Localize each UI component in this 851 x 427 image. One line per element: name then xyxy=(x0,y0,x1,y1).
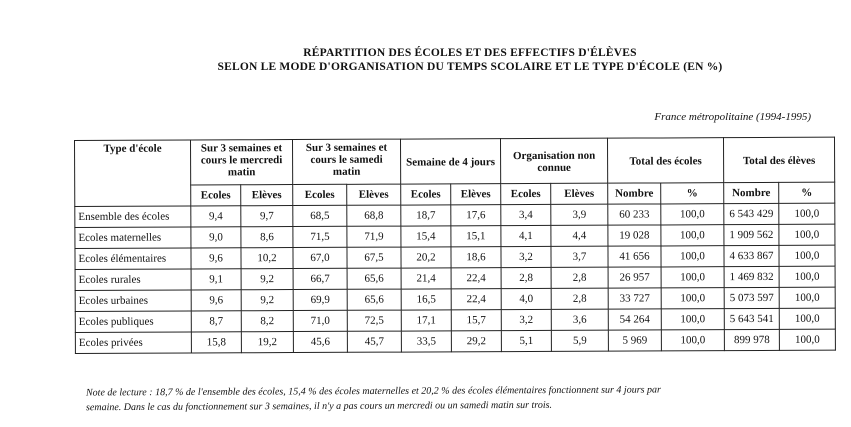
table-cell: 100,0 xyxy=(779,224,835,245)
table-cell: 9,6 xyxy=(191,290,241,311)
row-label: Ecoles urbaines xyxy=(75,290,191,312)
table-cell: 17,6 xyxy=(451,205,501,226)
column-subheader: Ecoles xyxy=(401,184,451,205)
column-group-header: Total des élèves xyxy=(723,137,834,182)
row-label: Ecoles maternelles xyxy=(75,227,191,249)
table-cell: 15,1 xyxy=(451,226,501,247)
table-cell: 71,0 xyxy=(293,310,347,331)
table-cell: 60 233 xyxy=(608,204,661,225)
table-cell: 1 469 832 xyxy=(724,266,779,287)
table-cell: 19,2 xyxy=(241,332,293,353)
table-cell: 54 264 xyxy=(608,309,661,330)
table-cell: 2,8 xyxy=(551,288,608,309)
table-cell: 45,7 xyxy=(347,331,401,352)
table-cell: 67,0 xyxy=(293,247,347,268)
table-cell: 71,9 xyxy=(347,226,401,247)
column-group-header: Organisation non connue xyxy=(500,138,607,183)
column-subheader: Elèves xyxy=(451,184,501,205)
column-subheader: Elèves xyxy=(241,185,293,206)
table-cell: 8,2 xyxy=(241,311,293,332)
table-cell: 2,8 xyxy=(501,267,551,288)
column-group-header: Semaine de 4 jours xyxy=(400,139,500,184)
table-cell: 65,6 xyxy=(347,268,401,289)
table-cell: 3,4 xyxy=(501,204,551,225)
table-cell: 100,0 xyxy=(779,329,835,350)
table-cell: 68,8 xyxy=(347,205,401,226)
table-cell: 33 727 xyxy=(608,288,661,309)
table-cell: 100,0 xyxy=(779,308,835,329)
data-table xyxy=(74,137,836,354)
title-line-1: RÉPARTITION DES ÉCOLES ET DES EFFECTIFS D'ÉLÈVES xyxy=(303,47,637,59)
row-header: Type d'école xyxy=(75,140,191,207)
table-cell: 17,1 xyxy=(401,310,451,331)
subtitle: France métropolitaine (1994-1995) xyxy=(654,111,811,123)
table-cell: 9,4 xyxy=(191,206,241,227)
table-cell: 67,5 xyxy=(347,247,401,268)
row-label: Ensemble des écoles xyxy=(75,206,191,228)
table-cell: 9,7 xyxy=(241,206,293,227)
table-cell: 5 969 xyxy=(608,330,661,351)
table-cell: 9,1 xyxy=(191,269,241,290)
table-cell: 4,1 xyxy=(501,225,551,246)
row-label: Ecoles élémentaires xyxy=(75,248,191,270)
table-cell: 100,0 xyxy=(661,288,724,309)
table-cell: 19 028 xyxy=(608,225,661,246)
row-label: Ecoles rurales xyxy=(75,269,191,291)
table-cell: 69,9 xyxy=(293,289,347,310)
table-cell: 15,8 xyxy=(191,332,241,353)
table-cell: 9,2 xyxy=(241,269,293,290)
column-subheader: Ecoles xyxy=(293,184,347,205)
note-line-2: semaine. Dans le cas du fonctionnement sur 3 semaines, il n'y a pas cours un mercredi ou un samedi matin sur trois. xyxy=(85,399,553,414)
row-label: Ecoles privées xyxy=(75,332,191,354)
table-cell: 100,0 xyxy=(779,287,835,308)
table-cell: 66,7 xyxy=(293,268,347,289)
table-cell: 100,0 xyxy=(661,204,724,225)
table-row xyxy=(75,329,835,353)
table-cell: 45,6 xyxy=(293,331,347,352)
column-subheader: % xyxy=(661,183,724,204)
table-cell: 68,5 xyxy=(293,205,347,226)
column-subheader: Ecoles xyxy=(501,183,551,204)
table-cell: 9,2 xyxy=(241,290,293,311)
table-cell: 100,0 xyxy=(661,267,724,288)
column-subheader: Ecoles xyxy=(191,185,241,206)
table-cell: 3,9 xyxy=(551,204,608,225)
column-group-header: Sur 3 semaines et cours le mercredi matin xyxy=(191,140,293,185)
table-cell: 100,0 xyxy=(661,330,724,351)
column-subheader: Elèves xyxy=(551,183,608,204)
table-cell: 2,8 xyxy=(551,267,608,288)
table-cell: 8,7 xyxy=(191,311,241,332)
column-group-header: Sur 3 semaines et cours le samedi matin xyxy=(293,139,401,184)
table-cell: 16,5 xyxy=(401,289,451,310)
table-cell: 100,0 xyxy=(779,203,835,224)
title-line-2: SELON LE MODE D'ORGANISATION DU TEMPS SCOLAIRE ET LE TYPE D'ÉCOLE (EN %) xyxy=(217,61,723,73)
table-cell: 100,0 xyxy=(661,309,724,330)
table-cell: 4,0 xyxy=(501,288,551,309)
table-cell: 10,2 xyxy=(241,248,293,269)
note-line-1: Note de lecture : 18,7 % de l'ensemble des écoles, 15,4 % des écoles maternelles et 20,2 % des écoles élémentaires fonctionnent sur 4 jours par xyxy=(85,384,661,399)
table-cell: 5,1 xyxy=(501,330,551,351)
table-cell: 65,6 xyxy=(347,289,401,310)
table-cell: 5,9 xyxy=(551,330,608,351)
table-cell: 18,7 xyxy=(401,205,451,226)
table-cell: 72,5 xyxy=(347,310,401,331)
column-group-header: Total des écoles xyxy=(607,138,723,184)
table-cell: 899 978 xyxy=(724,329,779,350)
table-cell: 41 656 xyxy=(608,246,661,267)
table-cell: 9,0 xyxy=(191,227,241,248)
table-cell: 9,6 xyxy=(191,248,241,269)
table-cell: 3,7 xyxy=(551,246,608,267)
column-subheader: Nombre xyxy=(608,183,661,204)
table-cell: 4 633 867 xyxy=(724,245,779,266)
column-subheader: % xyxy=(779,182,835,203)
table-cell: 100,0 xyxy=(661,246,724,267)
table-cell: 5 073 597 xyxy=(724,287,779,308)
table-cell: 26 957 xyxy=(608,267,661,288)
table-cell: 4,4 xyxy=(551,225,608,246)
table-cell: 6 543 429 xyxy=(724,203,779,224)
table-cell: 15,7 xyxy=(451,310,501,331)
table-cell: 3,2 xyxy=(501,309,551,330)
table-cell: 3,2 xyxy=(501,246,551,267)
column-subheader: Elèves xyxy=(347,184,401,205)
table-cell: 100,0 xyxy=(779,266,835,287)
column-subheader: Nombre xyxy=(724,182,779,203)
table-cell: 22,4 xyxy=(451,268,501,289)
table-cell: 22,4 xyxy=(451,289,501,310)
table-cell: 18,6 xyxy=(451,247,501,268)
table-cell: 33,5 xyxy=(401,331,451,352)
table-cell: 3,6 xyxy=(551,309,608,330)
table-cell: 100,0 xyxy=(661,225,724,246)
table-cell: 20,2 xyxy=(401,247,451,268)
table-cell: 71,5 xyxy=(293,226,347,247)
table-cell: 21,4 xyxy=(401,268,451,289)
table-cell: 15,4 xyxy=(401,226,451,247)
table-cell: 29,2 xyxy=(451,331,501,352)
table-cell: 5 643 541 xyxy=(724,308,779,329)
table-cell: 8,6 xyxy=(241,227,293,248)
row-label: Ecoles publiques xyxy=(75,311,191,333)
table-cell: 100,0 xyxy=(779,245,835,266)
table-cell: 1 909 562 xyxy=(724,224,779,245)
